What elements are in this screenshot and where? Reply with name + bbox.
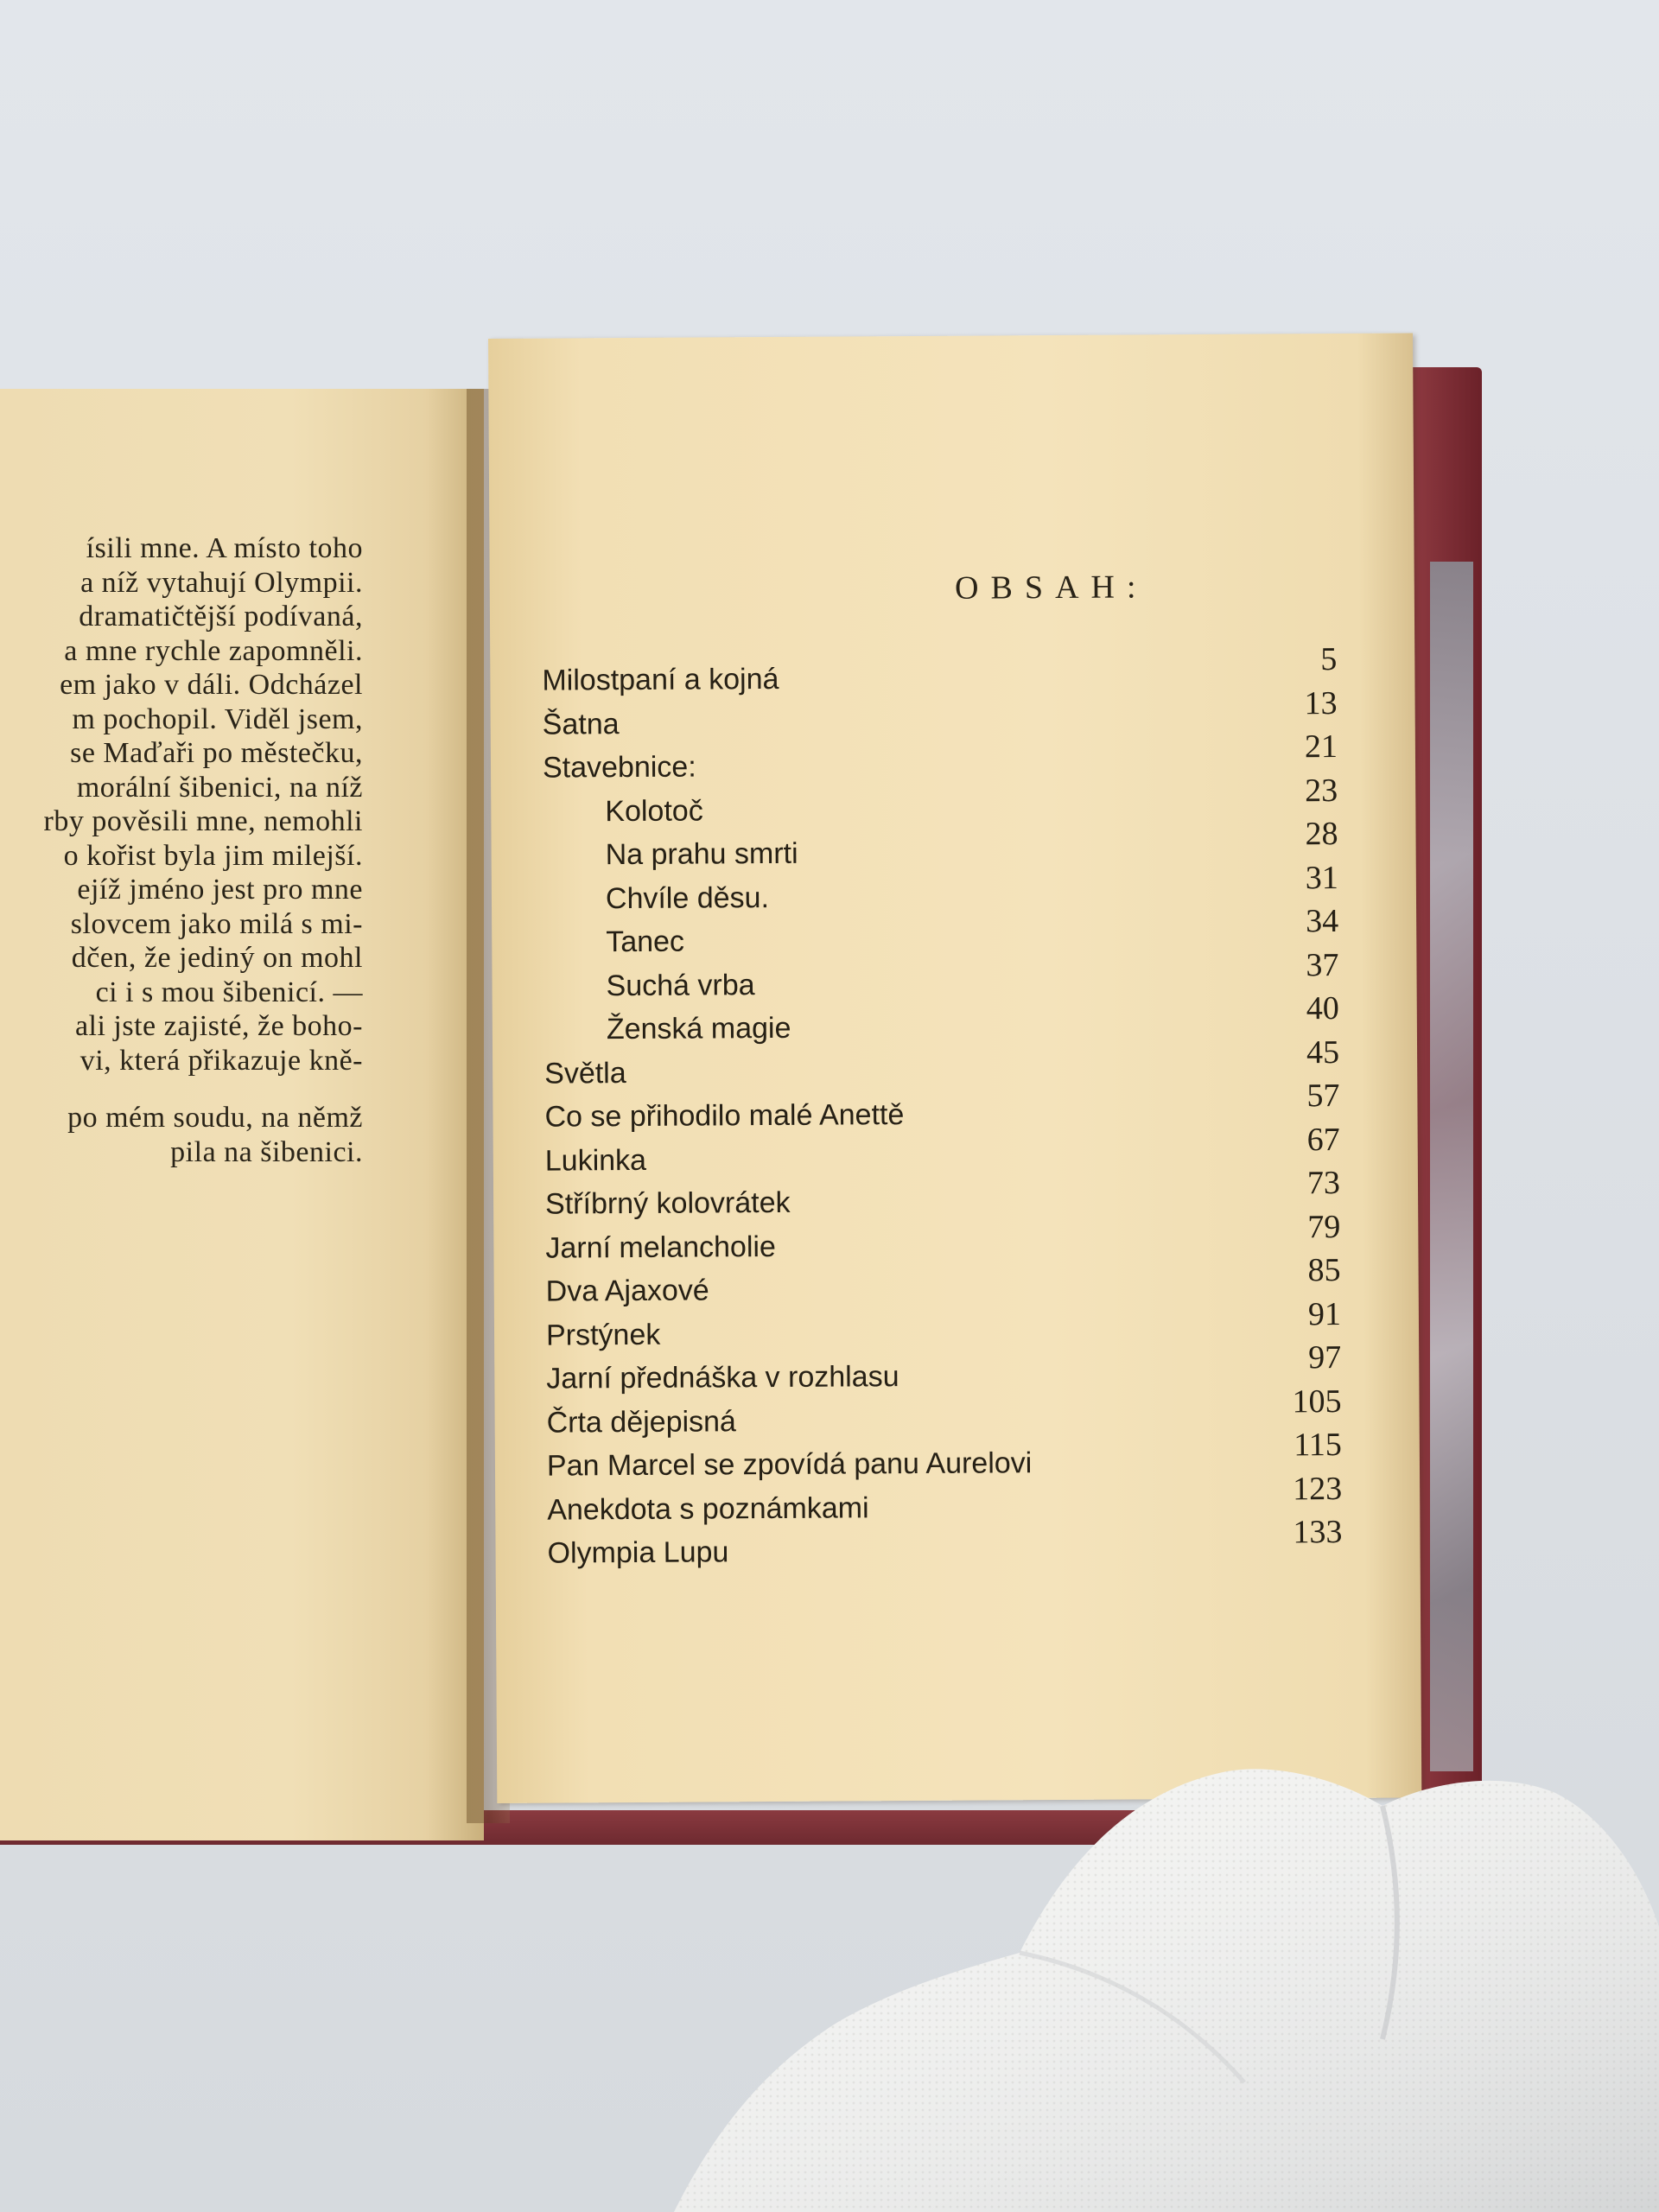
toc-entry-title: Prstýnek: [545, 1318, 661, 1352]
toc-entry-page: 34: [1306, 903, 1339, 940]
left-page-line: a níž vytahují Olympii.: [80, 566, 363, 599]
toc-entry-page: 37: [1306, 946, 1339, 983]
toc-entry: [544, 1033, 1340, 1090]
toc-entry: [542, 640, 1338, 697]
toc-entry-title: Tanec: [606, 925, 685, 959]
toc-entry-page: 45: [1306, 1033, 1340, 1071]
left-page-line: m pochopil. Viděl jsem,: [72, 702, 363, 735]
toc-entry-title: Kolotoč: [605, 793, 703, 828]
left-page-line: se Maďaři po městečku,: [70, 737, 363, 769]
toc-entry-title: Lukinka: [544, 1143, 647, 1178]
left-page-line: pila na šibenici.: [170, 1135, 363, 1168]
left-page-line: morální šibenici, na níž: [76, 771, 363, 804]
toc-entry: [542, 728, 1338, 785]
toc-entry-title: Stavebnice:: [542, 750, 696, 785]
toc-entry-title: Jarní přednáška v rozhlasu: [546, 1360, 899, 1395]
toc-entry-title: Chvíle děsu.: [605, 880, 770, 915]
toc-entry-title: Stříbrný kolovrátek: [545, 1185, 791, 1221]
toc-entry-title: Světla: [544, 1056, 626, 1090]
toc-entry: [545, 1207, 1341, 1265]
toc-entry-title: Dva Ajaxové: [545, 1274, 709, 1308]
toc-entry-page: 85: [1307, 1251, 1341, 1289]
toc-entry-title: Na prahu smrti: [605, 836, 798, 872]
toc-entry-page: 79: [1307, 1208, 1341, 1245]
toc-entry-page: 23: [1305, 772, 1338, 809]
toc-entry-page: 105: [1292, 1382, 1342, 1420]
toc-entry: [545, 1164, 1341, 1221]
toc-entry-page: 133: [1293, 1513, 1343, 1551]
toc-entry: [543, 772, 1338, 828]
toc-entry-page: 13: [1304, 684, 1338, 721]
toc-entry: [546, 1382, 1342, 1440]
toc-entry-title: Ženská magie: [606, 1011, 791, 1046]
left-page-line: vi, která přikazuje kně-: [79, 1044, 363, 1077]
toc-entry-page: 67: [1306, 1121, 1340, 1158]
right-page: [488, 333, 1421, 1803]
left-page-text: [0, 531, 363, 1169]
left-page-line: em jako v dáli. Odcházel: [60, 669, 363, 701]
toc-entry-title: Jarní melancholie: [545, 1230, 777, 1265]
toc-entry: [543, 902, 1339, 959]
toc-entry-title: Milostpaní a kojná: [542, 662, 779, 697]
left-page: [0, 389, 484, 1840]
toc-entry-page: 91: [1307, 1295, 1342, 1332]
toc-entry-title: Šatna: [542, 707, 620, 741]
toc-entry: [543, 815, 1338, 872]
toc-entry-page: 5: [1320, 641, 1338, 678]
toc-entry: [547, 1469, 1343, 1527]
left-page-line: ali jste zajisté, že boho-: [74, 1010, 363, 1042]
toc-entry: [545, 1251, 1341, 1308]
toc-entry-title: Anekdota s poznámkami: [547, 1491, 869, 1527]
left-page-line: dčen, že jediný on mohl: [71, 942, 363, 974]
left-page-line: ejíž jméno jest pro mne: [77, 874, 363, 906]
toc-entry: [543, 859, 1338, 915]
marbled-page-edges: [1430, 562, 1473, 1771]
toc-entry: [544, 989, 1339, 1046]
toc-entry-page: 40: [1306, 989, 1339, 1027]
toc-entry-page: 31: [1305, 859, 1338, 896]
toc-entry: [544, 1120, 1340, 1178]
toc-entry-title: Suchá vrba: [606, 968, 755, 1002]
toc-entry: [542, 684, 1338, 741]
toc-entry-title: Olympia Lupu: [547, 1535, 729, 1570]
table-of-contents: [542, 640, 1343, 1570]
toc-entry-page: 73: [1306, 1164, 1341, 1202]
toc-entry-page: 97: [1308, 1338, 1342, 1376]
toc-entry-page: 115: [1294, 1426, 1342, 1464]
toc-entry-page: 57: [1306, 1077, 1340, 1115]
toc-entry-page: 123: [1293, 1470, 1343, 1507]
toc-entry: [544, 1077, 1340, 1134]
left-page-line: o kořist byla jim milejší.: [63, 839, 363, 872]
left-page-line: po mém soudu, na němž: [67, 1102, 363, 1134]
toc-entry: [546, 1426, 1342, 1483]
toc-entry-title: Co se přihodilo malé Anettě: [544, 1098, 905, 1134]
paragraph-gap: [0, 1077, 363, 1101]
left-page-line: a mne rychle zapomněli.: [64, 634, 363, 667]
toc-entry: [547, 1513, 1343, 1570]
left-page-line: dramatičtější podívaná,: [79, 601, 363, 632]
toc-entry: [543, 946, 1339, 1002]
toc-heading: OBSAH:: [954, 569, 1148, 607]
toc-entry-title: Črta dějepisná: [546, 1404, 737, 1440]
white-glove: [622, 1754, 1659, 2212]
left-page-line: ísili mne. A místo toho: [86, 532, 363, 564]
toc-entry-page: 28: [1305, 816, 1338, 853]
toc-entry-title: Pan Marcel se zpovídá panu Aurelovi: [546, 1446, 1033, 1483]
left-page-line: slovcem jako milá s mi-: [70, 907, 363, 940]
toc-entry-page: 21: [1304, 728, 1338, 766]
left-page-line: rby pověsili mne, nemohli: [43, 805, 363, 837]
toc-entry: [545, 1294, 1342, 1352]
toc-entry: [546, 1338, 1342, 1395]
left-page-line: ci i s mou šibenicí. —: [95, 976, 363, 1008]
